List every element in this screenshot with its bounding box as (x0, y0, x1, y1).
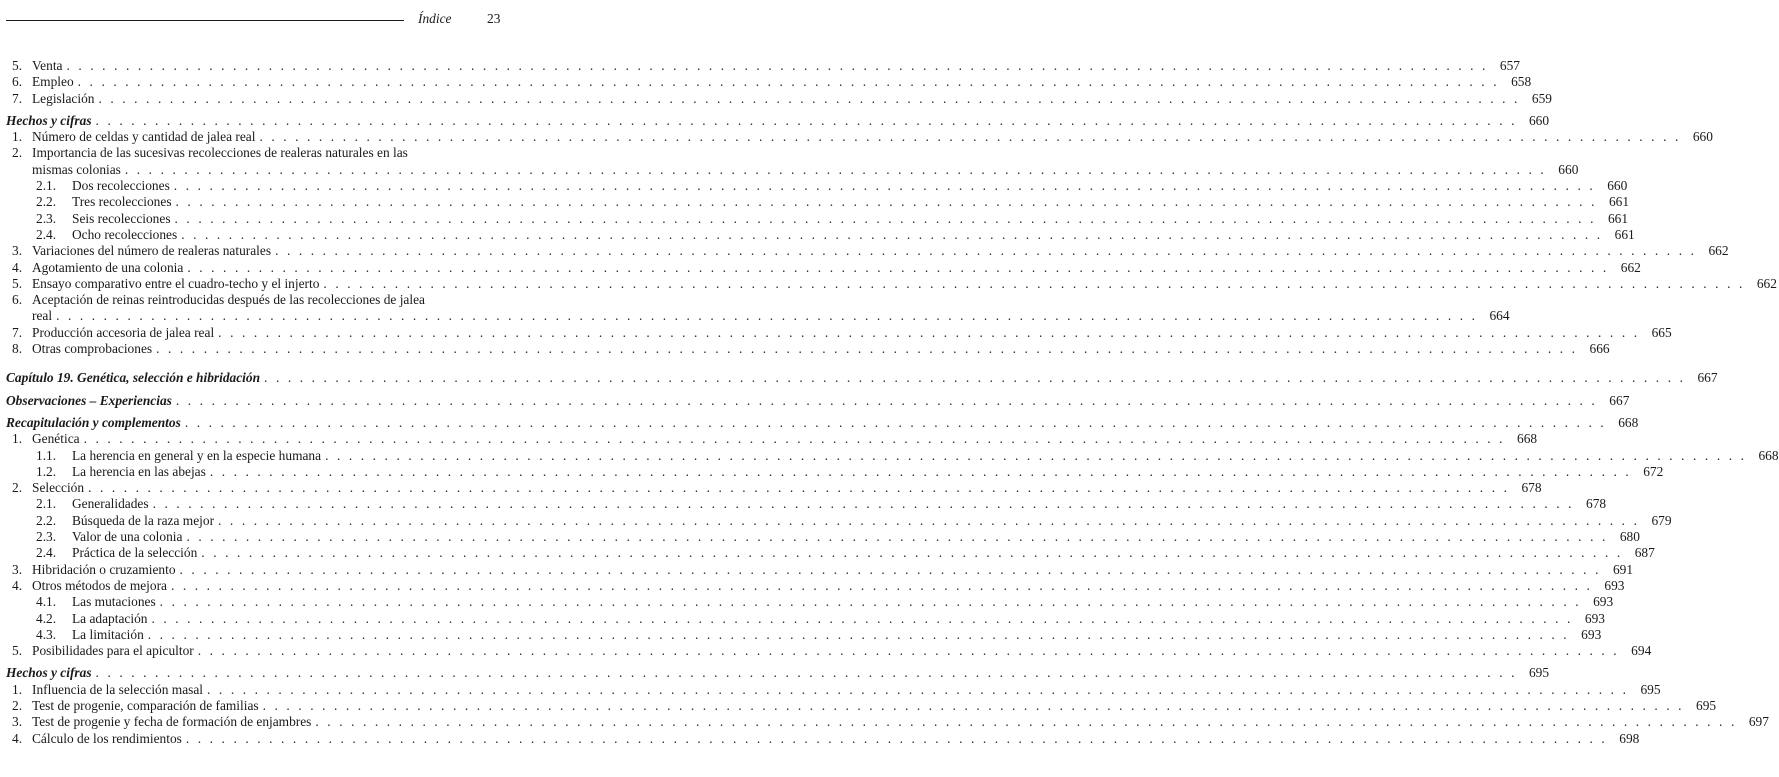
toc-entry-number: 6. (12, 292, 23, 308)
dot-leader: . . . . . . . . . . . . . . . . . . . . . . . . . . . . . . . . . . . . . . . . . . . . . . . . . . . . . . . . . . . . . . . . . . . . . . . . . . . . . . . . . . . . . . . . . . . . . . . . . . . . . . . . . . . . . . . . . . . . . . . . (186, 529, 1608, 545)
toc-entry-page: 695 (1528, 665, 1550, 681)
toc-chapter-heading (6, 370, 1718, 386)
toc-entry-number: 5. (12, 58, 23, 73)
toc-section-heading (6, 392, 1630, 409)
toc-entry (6, 324, 1672, 341)
toc-entry-content (72, 463, 1664, 480)
toc-entry-page: 658 (1511, 74, 1532, 90)
toc-entry-number: 4. (12, 577, 23, 593)
toc-entry-title: Seis recolecciones (72, 210, 171, 226)
toc-entry-number: 6. (12, 74, 23, 90)
toc-entry-wrapped (6, 145, 503, 161)
toc-entry-content (32, 308, 1510, 324)
toc-entry (6, 58, 1520, 74)
dot-leader: . . . . . . . . . . . . . . . . . . . . . . . . . . . . . . . . . . . . . . . . . . . . . . . . . . . . . . . . . . . . . . . . . . . . . . . . . . . . . . . . . . . . . . . . . . . . . . . . . . . . . . . . . . . . . . . . . . . . . . . . (187, 259, 1609, 275)
toc-entry-page: 662 (1708, 243, 1729, 259)
toc-entry-content (72, 545, 1655, 561)
toc-entry-continuation (6, 308, 1510, 324)
toc-entry-title: Selección (32, 480, 85, 496)
toc-entry-number: 2.4. (36, 226, 57, 242)
toc-entry-title: Recapitulación y complementos (6, 414, 181, 430)
toc-entry-content (32, 561, 1634, 578)
dot-leader: . . . . . . . . . . . . . . . . . . . . . . . . . . . . . . . . . . . . . . . . . . . . . . . . . . . . . . . . . . . . . . . . . . . . . . . . . . . . . . . . . . . . . . . . . . . . . . . . . . . . . . . . . . . . . . . . . . . . . . . . (156, 341, 1578, 357)
toc-subentry (6, 194, 1630, 210)
toc-entry-title: Empleo (32, 74, 74, 90)
toc-entry (6, 74, 1532, 90)
toc-entry-content (6, 370, 1718, 386)
toc-entry-number: 1. (12, 681, 23, 697)
toc-entry-page: 691 (1612, 561, 1634, 577)
dot-leader: . . . . . . . . . . . . . . . . . . . . . . . . . . . . . . . . . . . . . . . . . . . . . . . . . . . . . . . . . . . . . . . . . . . . . . . . . . . . . . . . . . . . . . . . . . . . . . . . . . . . . . . . . . . . . . . . . . . . . . . . (207, 681, 1629, 697)
toc-entry-content (32, 259, 1641, 276)
toc-entry-number: 2.1. (36, 496, 57, 512)
toc-subentry (6, 545, 1655, 561)
toc-entry-title: Legislación (32, 90, 95, 106)
toc-subentry (6, 626, 1602, 643)
toc-entry-content (32, 730, 1640, 747)
dot-leader: . . . . . . . . . . . . . . . . . . . . . . . . . . . . . . . . . . . . . . . . . . . . . . . . . . . . . . . . . . . . . . . . . . . . . . . . . . . . . . . . . . . . . . . . . . . . . . . . . . . . . . . . . . . . . . . . . . . . . . . . (174, 210, 1597, 226)
toc-entry-number: 4.3. (36, 626, 57, 642)
toc-entry (6, 643, 1652, 659)
toc-entry-title: Hibridación o cruzamiento (32, 561, 176, 577)
toc-entry-number: 1.1. (36, 447, 57, 463)
toc-entry-content (32, 292, 503, 308)
toc-entry-title: Importancia de las sucesivas recolecciones de realeras naturales en las (32, 145, 408, 161)
toc-entry (6, 577, 1625, 594)
spacer (6, 357, 503, 370)
toc-entry-page: 657 (1499, 58, 1520, 73)
toc-section-heading (6, 414, 1639, 431)
toc-subentry (6, 512, 1672, 529)
toc-entry-title: Genética (32, 431, 80, 447)
toc-entry-title: Las mutaciones (72, 594, 156, 610)
toc-entry-number: 8. (12, 341, 23, 357)
toc-entry-content (6, 414, 1639, 431)
toc-entry-page: 697 (1748, 714, 1769, 730)
toc-entry-title: Hechos y cifras (6, 665, 92, 681)
toc-entry-number: 7. (12, 90, 23, 106)
toc-entry-content (6, 392, 1630, 409)
toc-entry-page: 660 (1607, 178, 1628, 194)
toc-entry-page: 668 (1758, 447, 1779, 463)
toc-entry-content (72, 210, 1629, 227)
toc-entry-title: Venta (32, 58, 63, 73)
toc-subentry (6, 610, 1605, 627)
toc-entry-number: 4. (12, 259, 23, 275)
toc-entry (6, 275, 1777, 292)
toc-entry-number: 5. (12, 643, 23, 659)
toc-entry-title: Variaciones del número de realeras naturales (32, 243, 272, 259)
dot-leader: . . . . . . . . . . . . . . . . . . . . . . . . . . . . . . . . . . . . . . . . . . . . . . . . . . . . . . . . . . . . . . . . . . . . . . . . . . . . . . . . . . . . . . . . . . . . . . . . . . . . . . . . . . . . . . . . . . . . . . . . (151, 610, 1573, 626)
dot-leader: . . . . . . . . . . . . . . . . . . . . . . . . . . . . . . . . . . . . . . . . . . . . . . . . . . . . . . . . . . . . . . . . . . . . . . . . . . . . . . . . . . . . . . . . . . . . . . . . . . . . . . . . . . . . . . . . . . . . . . . . (262, 697, 1685, 713)
toc-entry-content (72, 626, 1602, 643)
toc-entry-number: 2.4. (36, 545, 57, 561)
toc-entry-page: 672 (1643, 463, 1664, 479)
dot-leader: . . . . . . . . . . . . . . . . . . . . . . . . . . . . . . . . . . . . . . . . . . . . . . . . . . . . . . . . . . . . . . . . . . . . . . . . . . . . . . . . . . . . . . . . . . . . . . . . . . . . . . . . . . . . . . . . . . . . . . . . (201, 545, 1623, 561)
toc-entry-page: 667 (1609, 392, 1630, 408)
toc-entry-page: 694 (1631, 643, 1652, 659)
toc-entry-page: 668 (1517, 431, 1538, 447)
toc-entry-continuation (6, 161, 1579, 178)
toc-entry-title: real (32, 308, 53, 324)
toc-entry-content (32, 697, 1717, 714)
toc-entry-title: Hechos y cifras (6, 112, 92, 128)
toc-entry-page: 698 (1619, 730, 1640, 746)
toc-entry-content (32, 275, 1777, 292)
toc-entry-page: 665 (1651, 324, 1672, 340)
toc-section-heading (6, 665, 1550, 681)
toc-entry-page: 687 (1634, 545, 1655, 561)
toc-entry-title: Generalidades (72, 496, 149, 512)
toc-entry-title: La limitación (72, 626, 144, 642)
toc-entry-title: Otras comprobaciones (32, 341, 153, 357)
toc-entry-content (6, 665, 1550, 681)
toc-entry-content (32, 129, 1713, 145)
toc-entry-number: 4. (12, 730, 23, 746)
toc-entry-page: 662 (1756, 275, 1777, 291)
dot-leader: . . . . . . . . . . . . . . . . . . . . . . . . . . . . . . . . . . . . . . . . . . . . . . . . . . . . . . . . . . . . . . . . . . . . . . . . . . . . . . . . . . . . . . . . . . . . . . . . . . . . . . . . . . . . . . . . . . . . . . . . (275, 243, 1697, 259)
header-page-number: 23 (487, 11, 501, 26)
toc-entry-page: 678 (1586, 496, 1607, 512)
dot-leader: . . . . . . . . . . . . . . . . . . . . . . . . . . . . . . . . . . . . . . . . . . . . . . . . . . . . . . . . . . . . . . . . . . . . . . . . . . . . . . . . . . . . . . . . . . . . . . . . . . . . . . . . . . . . . . . . . . . . . . . . (171, 577, 1593, 593)
toc-entry-number: 3. (12, 714, 23, 730)
toc-entry-title: La adaptación (72, 610, 148, 626)
table-of-contents (6, 58, 1779, 747)
toc-entry-content (32, 480, 1542, 496)
toc-entry-content (32, 341, 1610, 357)
toc-entry-number: 2.1. (36, 178, 57, 194)
toc-entry-page: 678 (1521, 480, 1542, 496)
toc-entry-page: 693 (1593, 594, 1614, 610)
toc-entry-title: La herencia en las abejas (72, 463, 206, 479)
dot-leader: . . . . . . . . . . . . . . . . . . . . . . . . . . . . . . . . . . . . . . . . . . . . . . . . . . . . . . . . . . . . . . . . . . . . . . . . . . . . . . . . . . . . . . . . . . . . . . . . . . . . . . . . . . . . . . . . . . . . . . . . (88, 480, 1510, 496)
toc-entry (6, 681, 1661, 698)
toc-entry-content (32, 161, 1579, 178)
toc-entry (6, 129, 1713, 145)
dot-leader: . . . . . . . . . . . . . . . . . . . . . . . . . . . . . . . . . . . . . . . . . . . . . . . . . . . . . . . . . . . . . . . . . . . . . . . . . . . . . . . . . . . . . . . . . . . . . . . . . . . . . . . . . . . . . . . . . . . . . . . . (98, 90, 1520, 106)
dot-leader: . . . . . . . . . . . . . . . . . . . . . . . . . . . . . . . . . . . . . . . . . . . . . . . . . . . . . . . . . . . . . . . . . . . . . . . . . . . . . . . . . . . . . . . . . . . . . . . . . . . . . . . . . . . . . . . . . . . . . . . . (218, 512, 1640, 528)
toc-entry-title: Dos recolecciones (72, 178, 170, 194)
toc-entry-content (72, 512, 1672, 529)
toc-subentry (6, 529, 1640, 545)
dot-leader: . . . . . . . . . . . . . . . . . . . . . . . . . . . . . . . . . . . . . . . . . . . . . . . . . . . . . . . . . . . . . . . . . . . . . . . . . . . . . . . . . . . . . . . . . . . . . . . . . . . . . . . . . . . . . . . . . . . . . . . . (159, 594, 1582, 610)
toc-entry-title: Producción accesoria de jalea real (32, 324, 215, 340)
toc-entry-page: 668 (1618, 414, 1639, 430)
toc-entry-title: Ensayo comparativo entre el cuadro-techo y el injerto (32, 275, 320, 291)
toc-entry-page: 661 (1608, 194, 1630, 210)
dot-leader: . . . . . . . . . . . . . . . . . . . . . . . . . . . . . . . . . . . . . . . . . . . . . . . . . . . . . . . . . . . . . . . . . . . . . . . . . . . . . . . . . . . . . . . . . . . . . . . . . . . . . . . . . . . . . . . . . . . . . . . . (173, 178, 1596, 194)
toc-subentry (6, 178, 1628, 194)
toc-entry-number: 2. (12, 145, 23, 161)
toc-entry-title: Influencia de la selección masal (32, 681, 204, 697)
toc-entry-content (32, 643, 1652, 659)
toc-entry-number: 1.2. (36, 463, 57, 479)
dot-leader: . . . . . . . . . . . . . . . . . . . . . . . . . . . . . . . . . . . . . . . . . . . . . . . . . . . . . . . . . . . . . . . . . . . . . . . . . . . . . . . . . . . . . . . . . . . . . . . . . . . . . . . . . . . . . . . . . . . . . . . . (315, 714, 1737, 730)
toc-entry-content (32, 58, 1520, 74)
toc-entry-content (72, 447, 1779, 464)
toc-entry-title: La herencia en general y en la especie humana (72, 447, 322, 463)
toc-entry-page: 693 (1604, 577, 1625, 593)
toc-subentry (6, 594, 1614, 610)
toc-entry-number: 3. (12, 561, 23, 577)
running-header (0, 10, 513, 30)
toc-entry-content (72, 594, 1614, 610)
toc-entry-page: 661 (1607, 210, 1629, 226)
toc-entry-title: Tres recolecciones (72, 194, 172, 210)
toc-entry (6, 243, 1729, 259)
toc-entry-content (72, 226, 1635, 243)
toc-entry (6, 431, 1538, 447)
toc-entry-title: Otros métodos de mejora (32, 577, 167, 593)
toc-entry-page: 693 (1584, 610, 1605, 626)
dot-leader: . . . . . . . . . . . . . . . . . . . . . . . . . . . . . . . . . . . . . . . . . . . . . . . . . . . . . . . . . . . . . . . . . . . . . . . . . . . . . . . . . . . . . . . . . . . . . . . . . . . . . . . . . . . . . . . . . . . . . . . . (179, 561, 1602, 577)
toc-entry-page: 666 (1589, 341, 1610, 357)
toc-entry-content (32, 243, 1729, 259)
toc-entry-number: 4.2. (36, 610, 57, 626)
toc-entry-number: 2.3. (36, 529, 57, 545)
toc-entry-content (72, 496, 1607, 512)
dot-leader: . . . . . . . . . . . . . . . . . . . . . . . . . . . . . . . . . . . . . . . . . . . . . . . . . . . . . . . . . . . . . . . . . . . . . . . . . . . . . . . . . . . . . . . . . . . . . . . . . . . . . . . . . . . . . . . . . . . . . . . . (124, 161, 1547, 177)
toc-entry-page: 662 (1620, 259, 1641, 275)
dot-leader: . . . . . . . . . . . . . . . . . . . . . . . . . . . . . . . . . . . . . . . . . . . . . . . . . . . . . . . . . . . . . . . . . . . . . . . . . . . . . . . . . . . . . . . . . . . . . . . . . . . . . . . . . . . . . . . . . . . . . . . . (175, 392, 1598, 408)
toc-entry-title: Aceptación de reinas reintroducidas después de las recolecciones de jalea (32, 292, 425, 308)
toc-entry-content (32, 90, 1552, 107)
dot-leader: . . . . . . . . . . . . . . . . . . . . . . . . . . . . . . . . . . . . . . . . . . . . . . . . . . . . . . . . . . . . . . . . . . . . . . . . . . . . . . . . . . . . . . . . . . . . . . . . . . . . . . . . . . . . . . . . . . . . . . . . (147, 626, 1570, 642)
toc-entry-title: Ocho recolecciones (72, 226, 178, 242)
toc-entry-content (32, 681, 1661, 698)
toc-subentry (6, 447, 1779, 464)
toc-entry-content (72, 529, 1640, 545)
dot-leader: . . . . . . . . . . . . . . . . . . . . . . . . . . . . . . . . . . . . . . . . . . . . . . . . . . . . . . . . . . . . . . . . . . . . . . . . . . . . . . . . . . . . . . . . . . . . . . . . . . . . . . . . . . . . . . . . . . . . . . . . (181, 226, 1603, 242)
toc-entry-number: 2.2. (36, 512, 57, 528)
toc-entry-page: 695 (1640, 681, 1661, 697)
dot-leader: . . . . . . . . . . . . . . . . . . . . . . . . . . . . . . . . . . . . . . . . . . . . . . . . . . . . . . . . . . . . . . . . . . . . . . . . . . . . . . . . . . . . . . . . . . . . . . . . . . . . . . . . . . . . . . . . . . . . . . . . (95, 665, 1518, 681)
dot-leader: . . . . . . . . . . . . . . . . . . . . . . . . . . . . . . . . . . . . . . . . . . . . . . . . . . . . . . . . . . . . . . . . . . . . . . . . . . . . . . . . . . . . . . . . . . . . . . . . . . . . . . . . . . . . . . . . . . . . . . . . (218, 324, 1640, 340)
header-title: Índice (418, 11, 452, 26)
toc-entry (6, 480, 1542, 496)
toc-entry-number: 2.3. (36, 210, 57, 226)
toc-entry-number: 1. (12, 431, 23, 447)
dot-leader: . . . . . . . . . . . . . . . . . . . . . . . . . . . . . . . . . . . . . . . . . . . . . . . . . . . . . . . . . . . . . . . . . . . . . . . . . . . . . . . . . . . . . . . . . . . . . . . . . . . . . . . . . . . . . . . . . . . . . . . . (323, 275, 1745, 291)
toc-entry-title: Práctica de la selección (72, 545, 198, 561)
toc-entry-content (32, 74, 1532, 90)
toc-entry-title: Posibilidades para el apicultor (32, 643, 194, 659)
toc-entry-title: Test de progenie y fecha de formación de enjambres (32, 714, 312, 730)
toc-subentry (6, 210, 1629, 227)
dot-leader: . . . . . . . . . . . . . . . . . . . . . . . . . . . . . . . . . . . . . . . . . . . . . . . . . . . . . . . . . . . . . . . . . . . . . . . . . . . . . . . . . . . . . . . . . . . . . . . . . . . . . . . . . . . . . . . . . . . . . . . . (56, 308, 1478, 324)
toc-entry-content (32, 324, 1672, 341)
toc-entry-page: 695 (1696, 697, 1717, 713)
toc-subentry (6, 463, 1664, 480)
toc-entry (6, 259, 1641, 276)
dot-leader: . . . . . . . . . . . . . . . . . . . . . . . . . . . . . . . . . . . . . . . . . . . . . . . . . . . . . . . . . . . . . . . . . . . . . . . . . . . . . . . . . . . . . . . . . . . . . . . . . . . . . . . . . . . . . . . . . . . . . . . . (83, 431, 1506, 447)
toc-entry-page: 693 (1581, 626, 1602, 642)
toc-entry-page: 660 (1692, 129, 1713, 145)
toc-entry-page: 679 (1651, 512, 1672, 528)
toc-entry-number: 2. (12, 480, 23, 496)
dot-leader: . . . . . . . . . . . . . . . . . . . . . . . . . . . . . . . . . . . . . . . . . . . . . . . . . . . . . . . . . . . . . . . . . . . . . . . . . . . . . . . . . . . . . . . . . . . . . . . . . . . . . . . . . . . . . . . . . . . . . . . . (325, 447, 1747, 463)
toc-entry-title: Capítulo 19. Genética, selección e hibridación (6, 370, 261, 386)
toc-entry (6, 714, 1769, 730)
dot-leader: . . . . . . . . . . . . . . . . . . . . . . . . . . . . . . . . . . . . . . . . . . . . . . . . . . . . . . . . . . . . . . . . . . . . . . . . . . . . . . . . . . . . . . . . . . . . . . . . . . . . . . . . . . . . . . . . . . . . . . . . (184, 414, 1607, 430)
dot-leader: . . . . . . . . . . . . . . . . . . . . . . . . . . . . . . . . . . . . . . . . . . . . . . . . . . . . . . . . . . . . . . . . . . . . . . . . . . . . . . . . . . . . . . . . . . . . . . . . . . . . . . . . . . . . . . . . . . . . . . . . (209, 463, 1632, 479)
toc-entry-page: 664 (1489, 308, 1510, 324)
toc-entry-title: mismas colonias (32, 161, 121, 177)
toc-entry-content (32, 714, 1769, 730)
dot-leader: . . . . . . . . . . . . . . . . . . . . . . . . . . . . . . . . . . . . . . . . . . . . . . . . . . . . . . . . . . . . . . . . . . . . . . . . . . . . . . . . . . . . . . . . . . . . . . . . . . . . . . . . . . . . . . . . . . . . . . . . (264, 370, 1686, 386)
toc-entry-number: 5. (12, 275, 23, 291)
toc-entry-page: 667 (1697, 370, 1718, 386)
toc-entry-content (32, 431, 1538, 447)
toc-entry-content (6, 112, 1550, 129)
toc-section-heading (6, 112, 1550, 129)
toc-entry-content (32, 577, 1625, 594)
toc-entry-wrapped (6, 292, 503, 308)
toc-entry-number: 7. (12, 324, 23, 340)
toc-entry-title: Valor de una colonia (72, 529, 183, 545)
toc-entry-number: 2. (12, 697, 23, 713)
toc-entry-number: 4.1. (36, 594, 57, 610)
toc-entry-content (72, 178, 1628, 194)
toc-entry (6, 90, 1552, 107)
toc-entry-number: 3. (12, 243, 23, 259)
toc-entry-page: 660 (1558, 161, 1579, 177)
toc-entry-page: 661 (1614, 226, 1635, 242)
dot-leader: . . . . . . . . . . . . . . . . . . . . . . . . . . . . . . . . . . . . . . . . . . . . . . . . . . . . . . . . . . . . . . . . . . . . . . . . . . . . . . . . . . . . . . . . . . . . . . . . . . . . . . . . . . . . . . . . . . . . . . . . (197, 643, 1620, 659)
toc-entry-page: 680 (1619, 529, 1640, 545)
toc-subentry (6, 496, 1607, 512)
toc-entry-title: Cálculo de los rendimientos (32, 730, 182, 746)
toc-entry-title: Test de progenie, comparación de familias (32, 697, 259, 713)
header-rule (6, 20, 404, 21)
toc-entry-title: Agotamiento de una colonia (32, 259, 184, 275)
dot-leader: . . . . . . . . . . . . . . . . . . . . . . . . . . . . . . . . . . . . . . . . . . . . . . . . . . . . . . . . . . . . . . . . . . . . . . . . . . . . . . . . . . . . . . . . . . . . . . . . . . . . . . . . . . . . . . . . . . . . . . . . (66, 58, 1488, 73)
toc-entry-content (72, 610, 1605, 627)
toc-entry-number: 2.2. (36, 194, 57, 210)
dot-leader: . . . . . . . . . . . . . . . . . . . . . . . . . . . . . . . . . . . . . . . . . . . . . . . . . . . . . . . . . . . . . . . . . . . . . . . . . . . . . . . . . . . . . . . . . . . . . . . . . . . . . . . . . . . . . . . . . . . . . . . . (77, 74, 1500, 90)
toc-entry-title: Búsqueda de la raza mejor (72, 512, 215, 528)
dot-leader: . . . . . . . . . . . . . . . . . . . . . . . . . . . . . . . . . . . . . . . . . . . . . . . . . . . . . . . . . . . . . . . . . . . . . . . . . . . . . . . . . . . . . . . . . . . . . . . . . . . . . . . . . . . . . . . . . . . . . . . . (259, 129, 1681, 145)
dot-leader: . . . . . . . . . . . . . . . . . . . . . . . . . . . . . . . . . . . . . . . . . . . . . . . . . . . . . . . . . . . . . . . . . . . . . . . . . . . . . . . . . . . . . . . . . . . . . . . . . . . . . . . . . . . . . . . . . . . . . . . . (152, 496, 1575, 512)
toc-entry-title: Observaciones – Experiencias (6, 392, 172, 408)
toc-entry (6, 697, 1717, 714)
toc-entry (6, 341, 1610, 357)
toc-entry-page: 659 (1531, 90, 1552, 106)
toc-entry-page: 660 (1528, 112, 1550, 128)
toc-entry (6, 561, 1634, 578)
dot-leader: . . . . . . . . . . . . . . . . . . . . . . . . . . . . . . . . . . . . . . . . . . . . . . . . . . . . . . . . . . . . . . . . . . . . . . . . . . . . . . . . . . . . . . . . . . . . . . . . . . . . . . . . . . . . . . . . . . . . . . . . (95, 112, 1518, 128)
toc-entry-title: Número de celdas y cantidad de jalea real (32, 129, 256, 145)
toc-entry-content (72, 194, 1630, 210)
toc-entry (6, 730, 1640, 747)
toc-entry-number: 1. (12, 129, 23, 145)
toc-entry-content (32, 145, 503, 161)
toc-subentry (6, 226, 1635, 243)
dot-leader: . . . . . . . . . . . . . . . . . . . . . . . . . . . . . . . . . . . . . . . . . . . . . . . . . . . . . . . . . . . . . . . . . . . . . . . . . . . . . . . . . . . . . . . . . . . . . . . . . . . . . . . . . . . . . . . . . . . . . . . . (175, 194, 1598, 210)
dot-leader: . . . . . . . . . . . . . . . . . . . . . . . . . . . . . . . . . . . . . . . . . . . . . . . . . . . . . . . . . . . . . . . . . . . . . . . . . . . . . . . . . . . . . . . . . . . . . . . . . . . . . . . . . . . . . . . . . . . . . . . . (185, 730, 1608, 746)
